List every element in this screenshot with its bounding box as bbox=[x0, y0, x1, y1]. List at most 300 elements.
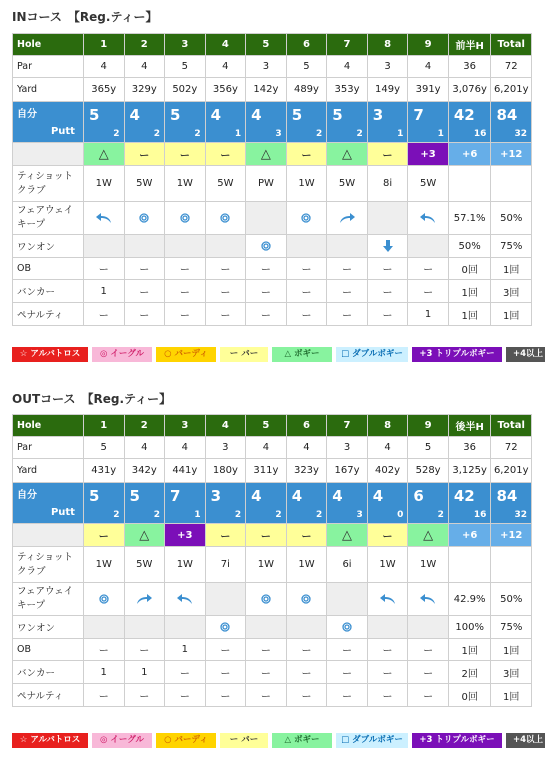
par-cell: 4 bbox=[367, 437, 408, 459]
putt-count: 1 bbox=[194, 510, 201, 520]
result-par: ー bbox=[286, 143, 327, 166]
penalty-cell: ー bbox=[367, 684, 408, 707]
stroke-count: 3 bbox=[210, 487, 222, 505]
putt-count: 2 bbox=[234, 510, 242, 520]
right-arrow-icon bbox=[339, 213, 355, 224]
par-cell: 3 bbox=[367, 56, 408, 78]
bunker-label: バンカー bbox=[13, 661, 84, 684]
fairway-cell bbox=[286, 583, 327, 616]
ob-cell: ー bbox=[327, 639, 368, 661]
double-circle-icon bbox=[301, 594, 311, 605]
legend-item: +3 トリプルボギー bbox=[412, 733, 502, 748]
ob-cell: ー bbox=[205, 258, 246, 280]
bunker-half: 2回 bbox=[448, 661, 491, 684]
stroke-count: 4 bbox=[210, 106, 222, 124]
left-arrow-icon bbox=[96, 213, 112, 224]
putt-count: 2 bbox=[153, 510, 161, 520]
yard-label: Yard bbox=[13, 459, 84, 483]
ob-cell: ー bbox=[367, 258, 408, 280]
par-cell: 5 bbox=[165, 56, 206, 78]
stroke-count: 4 bbox=[332, 487, 343, 505]
putt-count: 2 bbox=[437, 510, 444, 520]
result-total: +12 bbox=[491, 524, 532, 547]
penalty-label: ペナルティ bbox=[13, 303, 84, 326]
one-on-cell bbox=[83, 616, 124, 639]
bunker-cell: 1 bbox=[124, 661, 165, 684]
hole-number-4: 4 bbox=[205, 415, 246, 437]
putt-count: 2 bbox=[113, 129, 120, 139]
ob-total: 1回 bbox=[491, 258, 532, 280]
total-header: Total bbox=[491, 34, 532, 56]
yard-cell: 167y bbox=[327, 459, 368, 483]
stroke-count: 7 bbox=[413, 106, 424, 124]
ob-cell: ー bbox=[246, 258, 287, 280]
fairway-total: 50% bbox=[491, 202, 532, 235]
penalty-cell: ー bbox=[367, 303, 408, 326]
ob-label: OB bbox=[13, 258, 84, 280]
result-par: ー bbox=[246, 524, 287, 547]
legend-item: □ ダブルボギー bbox=[336, 733, 408, 748]
legend-item: ☆ アルバトロス bbox=[12, 733, 88, 748]
result-par: ー bbox=[83, 524, 124, 547]
one-on-cell bbox=[327, 616, 368, 639]
par-cell: 4 bbox=[246, 437, 287, 459]
fairway-cell bbox=[205, 202, 246, 235]
hole-number-5: 5 bbox=[246, 415, 287, 437]
ob-total: 1回 bbox=[491, 639, 532, 661]
penalty-cell: ー bbox=[286, 303, 327, 326]
hole-number-8: 8 bbox=[367, 34, 408, 56]
bunker-cell: ー bbox=[327, 661, 368, 684]
fairway-cell bbox=[124, 583, 165, 616]
fairway-cell bbox=[327, 202, 368, 235]
result-bogey: △ bbox=[83, 143, 124, 166]
hole-number-6: 6 bbox=[286, 415, 327, 437]
legend-item: ○ バーディ bbox=[156, 733, 216, 748]
in-course-scorecard bbox=[12, 33, 532, 326]
score-cell bbox=[124, 483, 165, 524]
legend-item: ー バー bbox=[220, 733, 268, 748]
par-cell: 4 bbox=[408, 56, 449, 78]
yard-total: 6,201y bbox=[491, 78, 532, 102]
bunker-cell: ー bbox=[205, 661, 246, 684]
club-cell: 1W bbox=[83, 166, 124, 202]
penalty-label: ペナルティ bbox=[13, 684, 84, 707]
out-course-scorecard bbox=[12, 414, 532, 707]
bunker-cell: ー bbox=[408, 280, 449, 303]
legend-item: △ ボギー bbox=[272, 733, 332, 748]
score-cell bbox=[286, 483, 327, 524]
hole-header-label: Hole bbox=[13, 34, 84, 56]
yard-cell: 441y bbox=[165, 459, 206, 483]
par-half: 36 bbox=[448, 56, 491, 78]
score-cell bbox=[165, 483, 206, 524]
legend-item: +3 トリプルボギー bbox=[412, 347, 502, 362]
score-cell bbox=[83, 483, 124, 524]
fairway-cell bbox=[327, 583, 368, 616]
score-cell bbox=[246, 483, 287, 524]
one-on-cell bbox=[286, 235, 327, 258]
club-cell: 7i bbox=[205, 547, 246, 583]
putt-count: 1 bbox=[234, 129, 242, 139]
putt-count: 2 bbox=[356, 129, 363, 139]
yard-cell: 402y bbox=[367, 459, 408, 483]
par-cell: 4 bbox=[124, 56, 165, 78]
ob-cell: ー bbox=[286, 258, 327, 280]
ob-half: 0回 bbox=[448, 258, 491, 280]
left-arrow-icon bbox=[420, 594, 436, 605]
par-cell: 5 bbox=[83, 437, 124, 459]
score-cell bbox=[205, 483, 246, 524]
putt-count: 2 bbox=[153, 129, 161, 139]
par-cell: 4 bbox=[286, 437, 327, 459]
putt-count: 2 bbox=[315, 510, 323, 520]
score-half: 42 16 bbox=[448, 102, 491, 143]
yard-label: Yard bbox=[13, 78, 84, 102]
total-header: Total bbox=[491, 415, 532, 437]
result-par: ー bbox=[367, 524, 408, 547]
club-cell: 1W bbox=[165, 166, 206, 202]
bunker-cell: 1 bbox=[83, 280, 124, 303]
yard-cell: 180y bbox=[205, 459, 246, 483]
club-cell: 6i bbox=[327, 547, 368, 583]
fairway-cell bbox=[83, 202, 124, 235]
ob-cell: ー bbox=[246, 639, 287, 661]
one-on-cell bbox=[246, 616, 287, 639]
penalty-half: 0回 bbox=[448, 684, 491, 707]
legend-item: +4以上 bbox=[506, 733, 545, 748]
bunker-label: バンカー bbox=[13, 280, 84, 303]
yard-cell: 489y bbox=[286, 78, 327, 102]
score-cell bbox=[286, 102, 327, 143]
legend-item: ☆ アルバトロス bbox=[12, 347, 88, 362]
penalty-total: 1回 bbox=[491, 303, 532, 326]
hole-number-9: 9 bbox=[408, 34, 449, 56]
yard-half: 3,125y bbox=[448, 459, 491, 483]
fairway-cell bbox=[165, 583, 206, 616]
hole-number-3: 3 bbox=[165, 34, 206, 56]
fairway-cell bbox=[246, 583, 287, 616]
fairway-half: 42.9% bbox=[448, 583, 491, 616]
score-cell bbox=[367, 483, 408, 524]
fairway-cell bbox=[408, 202, 449, 235]
par-cell: 4 bbox=[124, 437, 165, 459]
down-arrow-icon bbox=[383, 241, 393, 252]
bunker-cell: ー bbox=[165, 661, 206, 684]
ob-cell: ー bbox=[408, 258, 449, 280]
hole-number-1: 1 bbox=[83, 415, 124, 437]
club-half bbox=[448, 166, 491, 202]
club-cell: 1W bbox=[408, 547, 449, 583]
double-circle-icon bbox=[261, 594, 271, 605]
score-cell bbox=[165, 102, 206, 143]
bunker-half: 1回 bbox=[448, 280, 491, 303]
hole-number-7: 7 bbox=[327, 34, 368, 56]
hole-number-2: 2 bbox=[124, 34, 165, 56]
hole-number-2: 2 bbox=[124, 415, 165, 437]
penalty-cell: ー bbox=[246, 303, 287, 326]
club-cell: 1W bbox=[246, 547, 287, 583]
right-arrow-icon bbox=[136, 594, 152, 605]
out-course-title: OUTコース 【Reg.ティー】 bbox=[12, 392, 172, 406]
bunker-cell: ー bbox=[327, 280, 368, 303]
hole-number-4: 4 bbox=[205, 34, 246, 56]
legend-item: ー バー bbox=[220, 347, 268, 362]
stroke-count: 5 bbox=[88, 487, 100, 505]
ob-half: 1回 bbox=[448, 639, 491, 661]
half-header: 前半H bbox=[448, 34, 491, 56]
result-total: +12 bbox=[491, 143, 532, 166]
ob-cell: ー bbox=[205, 639, 246, 661]
penalty-cell: ー bbox=[83, 684, 124, 707]
one-on-cell bbox=[83, 235, 124, 258]
score-cell bbox=[83, 102, 124, 143]
hole-header-label: Hole bbox=[13, 415, 84, 437]
stroke-count: 7 bbox=[170, 487, 181, 505]
result-par: ー bbox=[367, 143, 408, 166]
club-cell: 1W bbox=[165, 547, 206, 583]
score-cell bbox=[205, 102, 246, 143]
result-triple: +3 bbox=[408, 143, 449, 166]
score-cell bbox=[327, 483, 368, 524]
penalty-cell: ー bbox=[165, 684, 206, 707]
bunker-cell: 1 bbox=[83, 661, 124, 684]
one-on-half: 50% bbox=[448, 235, 491, 258]
putt-count: 1 bbox=[397, 129, 404, 139]
penalty-cell: ー bbox=[246, 684, 287, 707]
one-on-cell bbox=[246, 235, 287, 258]
bunker-cell: ー bbox=[246, 661, 287, 684]
result-bogey: △ bbox=[124, 524, 165, 547]
penalty-cell: ー bbox=[327, 684, 368, 707]
fairway-label: フェアウェイ キープ bbox=[13, 583, 84, 616]
bunker-cell: ー bbox=[286, 280, 327, 303]
stroke-count: 4 bbox=[129, 106, 140, 124]
stroke-count: 5 bbox=[332, 106, 343, 124]
double-circle-icon bbox=[261, 241, 271, 252]
bunker-cell: ー bbox=[367, 280, 408, 303]
penalty-cell: ー bbox=[83, 303, 124, 326]
fairway-cell bbox=[408, 583, 449, 616]
yard-cell: 356y bbox=[205, 78, 246, 102]
fairway-cell bbox=[286, 202, 327, 235]
result-half: +6 bbox=[448, 524, 491, 547]
stroke-count: 5 bbox=[129, 487, 140, 505]
par-total: 72 bbox=[491, 56, 532, 78]
stroke-count: 6 bbox=[413, 487, 424, 505]
fairway-cell bbox=[205, 583, 246, 616]
one-on-total: 75% bbox=[491, 235, 532, 258]
legend-item: △ ボギー bbox=[272, 347, 332, 362]
putt-count: 1 bbox=[437, 129, 444, 139]
penalty-cell: ー bbox=[327, 303, 368, 326]
fairway-cell bbox=[83, 583, 124, 616]
club-cell: 1W bbox=[367, 547, 408, 583]
ob-cell: ー bbox=[286, 639, 327, 661]
stroke-count: 4 bbox=[251, 487, 262, 505]
penalty-cell: ー bbox=[124, 303, 165, 326]
club-cell: 1W bbox=[83, 547, 124, 583]
stroke-count: 4 bbox=[372, 487, 384, 505]
result-par: ー bbox=[205, 143, 246, 166]
score-total: 84 32 bbox=[491, 483, 532, 524]
par-label: Par bbox=[13, 56, 84, 78]
score-half: 42 16 bbox=[448, 483, 491, 524]
result-bogey: △ bbox=[408, 524, 449, 547]
double-circle-icon bbox=[301, 213, 311, 224]
ob-cell: ー bbox=[408, 639, 449, 661]
fairway-cell bbox=[367, 583, 408, 616]
penalty-cell: ー bbox=[165, 303, 206, 326]
one-on-cell bbox=[367, 616, 408, 639]
yard-cell: 528y bbox=[408, 459, 449, 483]
bunker-cell: ー bbox=[165, 280, 206, 303]
club-cell: 5W bbox=[124, 166, 165, 202]
self-putt-label: 自分 Putt bbox=[13, 102, 84, 143]
yard-cell: 142y bbox=[246, 78, 287, 102]
result-bogey: △ bbox=[246, 143, 287, 166]
hole-number-6: 6 bbox=[286, 34, 327, 56]
club-cell: 1W bbox=[286, 166, 327, 202]
ob-cell: ー bbox=[83, 639, 124, 661]
result-triple: +3 bbox=[165, 524, 206, 547]
ob-cell: 1 bbox=[165, 639, 206, 661]
penalty-cell: ー bbox=[205, 684, 246, 707]
yard-cell: 391y bbox=[408, 78, 449, 102]
hole-number-3: 3 bbox=[165, 415, 206, 437]
fairway-cell bbox=[165, 202, 206, 235]
one-on-cell bbox=[124, 616, 165, 639]
bunker-cell: ー bbox=[124, 280, 165, 303]
double-circle-icon bbox=[220, 213, 230, 224]
one-on-label: ワンオン bbox=[13, 235, 84, 258]
par-cell: 3 bbox=[327, 437, 368, 459]
score-cell bbox=[124, 102, 165, 143]
yard-cell: 311y bbox=[246, 459, 287, 483]
penalty-half: 1回 bbox=[448, 303, 491, 326]
putt-count: 2 bbox=[315, 129, 323, 139]
legend-item: □ ダブルボギー bbox=[336, 347, 408, 362]
par-cell: 4 bbox=[327, 56, 368, 78]
yard-half: 3,076y bbox=[448, 78, 491, 102]
one-on-cell bbox=[165, 235, 206, 258]
yard-cell: 329y bbox=[124, 78, 165, 102]
club-total bbox=[491, 547, 532, 583]
yard-cell: 342y bbox=[124, 459, 165, 483]
one-on-cell bbox=[124, 235, 165, 258]
in-course-title: INコース 【Reg.ティー】 bbox=[12, 10, 158, 24]
hole-number-7: 7 bbox=[327, 415, 368, 437]
tee-club-label: ティショット クラブ bbox=[13, 166, 84, 202]
bunker-cell: ー bbox=[286, 661, 327, 684]
club-cell: 5W bbox=[408, 166, 449, 202]
legend-item: ◎ イーグル bbox=[92, 347, 152, 362]
penalty-cell: ー bbox=[408, 684, 449, 707]
yard-cell: 431y bbox=[83, 459, 124, 483]
stroke-count: 4 bbox=[251, 106, 262, 124]
ob-cell: ー bbox=[124, 639, 165, 661]
one-on-cell bbox=[205, 616, 246, 639]
double-circle-icon bbox=[342, 622, 352, 633]
bunker-cell: ー bbox=[367, 661, 408, 684]
fairway-half: 57.1% bbox=[448, 202, 491, 235]
bunker-cell: ー bbox=[246, 280, 287, 303]
putt-count: 2 bbox=[113, 510, 120, 520]
ob-cell: ー bbox=[124, 258, 165, 280]
score-cell bbox=[246, 102, 287, 143]
par-total: 72 bbox=[491, 437, 532, 459]
hole-number-8: 8 bbox=[367, 415, 408, 437]
score-cell bbox=[327, 102, 368, 143]
club-cell: 5W bbox=[124, 547, 165, 583]
stroke-count: 4 bbox=[291, 487, 303, 505]
one-on-total: 75% bbox=[491, 616, 532, 639]
penalty-cell: ー bbox=[286, 684, 327, 707]
self-putt-label: 自分 Putt bbox=[13, 483, 84, 524]
score-total: 84 32 bbox=[491, 102, 532, 143]
fairway-cell bbox=[367, 202, 408, 235]
putt-count: 2 bbox=[194, 129, 201, 139]
par-cell: 5 bbox=[286, 56, 327, 78]
penalty-cell: ー bbox=[124, 684, 165, 707]
bunker-cell: ー bbox=[205, 280, 246, 303]
yard-cell: 502y bbox=[165, 78, 206, 102]
result-bogey: △ bbox=[327, 524, 368, 547]
stroke-count: 5 bbox=[291, 106, 303, 124]
yard-cell: 149y bbox=[367, 78, 408, 102]
yard-total: 6,201y bbox=[491, 459, 532, 483]
one-on-label: ワンオン bbox=[13, 616, 84, 639]
double-circle-icon bbox=[99, 594, 109, 605]
one-on-cell bbox=[205, 235, 246, 258]
fairway-label: フェアウェイ キープ bbox=[13, 202, 84, 235]
ob-cell: ー bbox=[165, 258, 206, 280]
par-cell: 3 bbox=[246, 56, 287, 78]
left-arrow-icon bbox=[420, 213, 436, 224]
yard-cell: 323y bbox=[286, 459, 327, 483]
penalty-cell: 1 bbox=[408, 303, 449, 326]
half-header: 後半H bbox=[448, 415, 491, 437]
result-label bbox=[13, 143, 84, 166]
one-on-cell bbox=[165, 616, 206, 639]
club-cell: 8i bbox=[367, 166, 408, 202]
hole-number-1: 1 bbox=[83, 34, 124, 56]
penalty-total: 1回 bbox=[491, 684, 532, 707]
club-cell: PW bbox=[246, 166, 287, 202]
club-total bbox=[491, 166, 532, 202]
fairway-total: 50% bbox=[491, 583, 532, 616]
legend-item: ◎ イーグル bbox=[92, 733, 152, 748]
fairway-cell bbox=[246, 202, 287, 235]
bunker-total: 3回 bbox=[491, 661, 532, 684]
one-on-cell bbox=[327, 235, 368, 258]
hole-number-5: 5 bbox=[246, 34, 287, 56]
bunker-cell: ー bbox=[408, 661, 449, 684]
stroke-count: 5 bbox=[170, 106, 181, 124]
legend-item: +4以上 bbox=[506, 347, 545, 362]
one-on-cell bbox=[408, 235, 449, 258]
result-par: ー bbox=[165, 143, 206, 166]
double-circle-icon bbox=[139, 213, 149, 224]
legend-item: ○ バーディ bbox=[156, 347, 216, 362]
ob-cell: ー bbox=[327, 258, 368, 280]
one-on-cell bbox=[408, 616, 449, 639]
stroke-count: 3 bbox=[372, 106, 384, 124]
fairway-cell bbox=[124, 202, 165, 235]
par-cell: 5 bbox=[408, 437, 449, 459]
result-bogey: △ bbox=[327, 143, 368, 166]
result-label bbox=[13, 524, 84, 547]
